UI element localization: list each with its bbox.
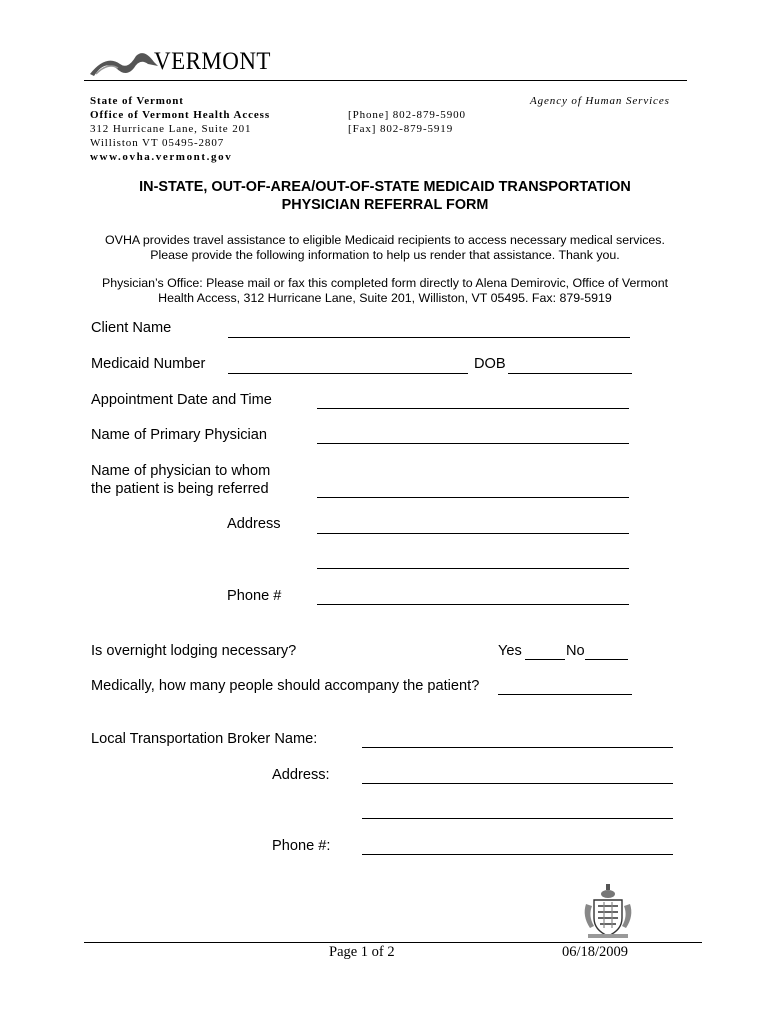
lodging-yes-label: Yes	[498, 643, 522, 659]
medicaid-number-field[interactable]	[228, 373, 468, 374]
phone-label: Phone #	[227, 588, 282, 604]
lodging-no-label: No	[566, 643, 585, 659]
accompany-field[interactable]	[498, 694, 632, 695]
vermont-logo	[88, 44, 278, 82]
fax-number: [Fax] 802-879-5919	[348, 123, 454, 135]
broker-name-label: Local Transportation Broker Name:	[91, 731, 318, 747]
broker-address-field-1[interactable]	[362, 783, 673, 784]
referred-physician-label-1: Name of physician to whom	[91, 463, 271, 479]
broker-phone-label: Phone #:	[272, 838, 331, 854]
city-address: Williston VT 05495-2807	[90, 137, 225, 149]
website: www.ovha.vermont.gov	[90, 151, 233, 163]
client-name-label: Client Name	[91, 320, 172, 336]
phone-field[interactable]	[317, 604, 629, 605]
page-number: Page 1 of 2	[329, 944, 395, 960]
medicaid-number-label: Medicaid Number	[91, 356, 206, 372]
coat-of-arms-icon	[580, 882, 636, 940]
referred-physician-label-2: the patient is being referred	[91, 481, 269, 497]
logo-wordmark: VERMONT	[154, 48, 271, 75]
office-name: Office of Vermont Health Access	[90, 109, 271, 121]
agency-name: Agency of Human Services	[530, 95, 670, 107]
lodging-label: Is overnight lodging necessary?	[91, 643, 297, 659]
dob-label: DOB	[474, 356, 506, 372]
broker-address-field-2[interactable]	[362, 818, 673, 819]
intro-line-2: Please provide the following information to help us render that assistance. Thank you.	[150, 248, 620, 262]
form-subtitle: PHYSICIAN REFERRAL FORM	[281, 197, 489, 213]
primary-physician-label: Name of Primary Physician	[91, 427, 267, 443]
street-address: 312 Hurricane Lane, Suite 201	[90, 123, 252, 135]
intro-line-3: Physician’s Office: Please mail or fax this completed form directly to Alena Demirovic, Office of Vermont	[101, 276, 669, 290]
address-field-2[interactable]	[317, 568, 629, 569]
primary-physician-field[interactable]	[317, 443, 629, 444]
form-title: IN-STATE, OUT-OF-AREA/OUT-OF-STATE MEDICAID TRANSPORTATION	[139, 179, 631, 195]
state-seal	[580, 882, 636, 940]
form-date: 06/18/2009	[562, 944, 629, 960]
referred-physician-field[interactable]	[317, 497, 629, 498]
appointment-field[interactable]	[317, 408, 629, 409]
broker-phone-field[interactable]	[362, 854, 673, 855]
lodging-yes-field[interactable]	[525, 659, 565, 660]
phone-number: [Phone] 802-879-5900	[348, 109, 466, 121]
lodging-no-field[interactable]	[585, 659, 628, 660]
intro-line-4: Health Access, 312 Hurricane Lane, Suite 201, Williston, VT 05495. Fax: 879-5919	[158, 291, 612, 305]
broker-address-label: Address:	[272, 767, 330, 783]
state-name: State of Vermont	[90, 95, 184, 107]
client-name-field[interactable]	[228, 337, 630, 338]
accompany-label: Medically, how many people should accompany the patient?	[91, 678, 480, 694]
broker-name-field[interactable]	[362, 747, 673, 748]
address-label: Address	[227, 516, 281, 532]
footer-rule	[84, 942, 702, 943]
address-field-1[interactable]	[317, 533, 629, 534]
appointment-label: Appointment Date and Time	[91, 392, 272, 408]
header-rule	[84, 80, 687, 81]
intro-line-1: OVHA provides travel assistance to eligible Medicaid recipients to access necessary medical services.	[105, 233, 665, 247]
dob-field[interactable]	[508, 373, 632, 374]
